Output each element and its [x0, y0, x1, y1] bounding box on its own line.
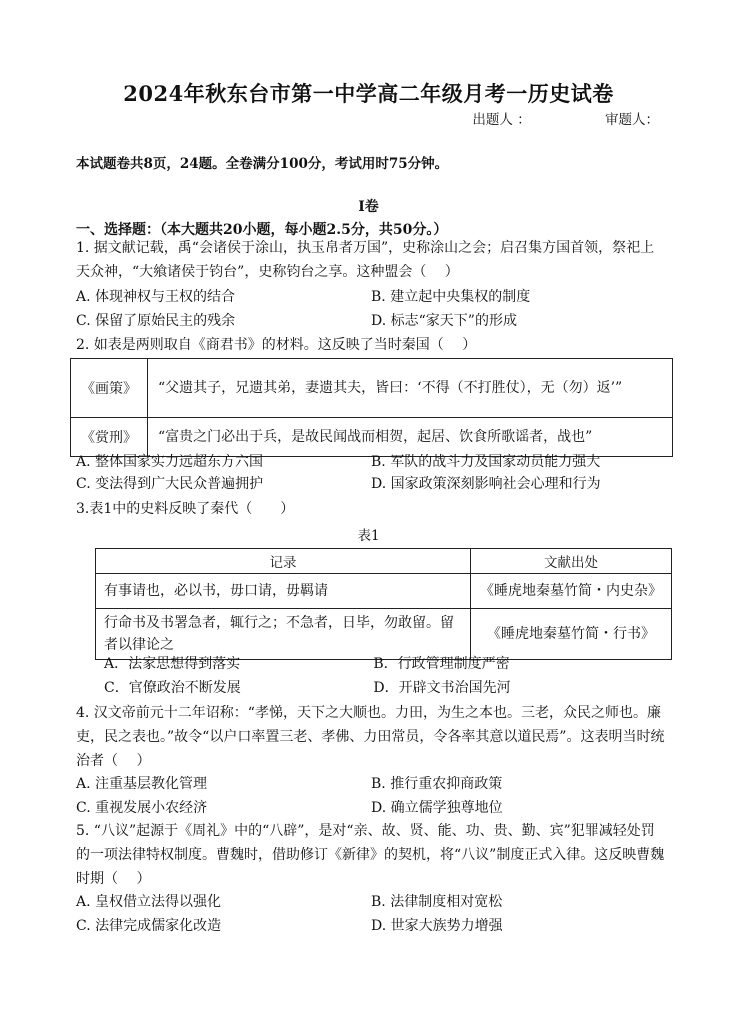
question-2-stem: 2. 如表是两则取自《商君书》的材料。这反映了当时秦国（ ） — [76, 337, 477, 353]
table-header-row — [96, 549, 672, 574]
setter-label: 出题人 ： — [472, 112, 531, 128]
exam-title: 2024年秋东台市第一中学高二年级月考一历史试卷 — [123, 81, 614, 106]
option-c[interactable]: C. 法律完成儒家化改造 — [76, 918, 222, 934]
volume-heading: I卷 — [358, 199, 379, 215]
option-a[interactable]: A．法家思想得到落实 — [104, 656, 241, 672]
option-c[interactable]: C．官僚政治不断发展 — [104, 680, 241, 696]
table-cell-record: 行命书及书署急者，辄行之；不急者，日毕，勿敢留。留者以律论之 — [96, 609, 471, 660]
option-d[interactable]: D. 世家大族势力增强 — [371, 918, 503, 934]
table-cell-text: “父遗其子，兄遗其弟，妻遗其夫，皆曰：‘不得（不打胜仗），无（勿）返’” — [148, 359, 673, 418]
question-2-table — [70, 358, 673, 457]
column-header-source: 文献出处 — [471, 549, 672, 574]
question-3-options — [76, 652, 666, 700]
table-cell-label: 《赏刑》 — [71, 418, 148, 457]
option-a[interactable]: A. 体现神权与王权的结合 — [76, 289, 236, 305]
table-caption: 表1 — [357, 528, 380, 544]
question-4-options — [76, 772, 666, 820]
option-d[interactable]: D．开辟文书治国先河 — [373, 680, 511, 696]
section-heading: 一、选择题：（本大题共20小题，每小题2.5分，共50分。） — [76, 222, 448, 238]
table-row — [71, 359, 673, 418]
option-d[interactable]: D. 标志“家天下”的形成 — [371, 313, 517, 329]
question-3-stem: 3.表1中的史料反映了秦代（ ） — [76, 501, 295, 517]
question-5-options — [76, 890, 666, 938]
option-a[interactable]: A. 整体国家实力远超东方六国 — [76, 454, 264, 470]
table-cell-source: 《睡虎地秦墓竹简・行书》 — [471, 609, 672, 660]
option-d[interactable]: D. 确立儒学独尊地位 — [371, 800, 503, 816]
option-b[interactable]: B. 推行重农抑商政策 — [371, 776, 503, 792]
table-row — [96, 574, 672, 609]
table-cell-label: 《画策》 — [71, 359, 148, 418]
option-c[interactable]: C. 保留了原始民主的残余 — [76, 313, 236, 329]
option-b[interactable]: B. 建立起中央集权的制度 — [371, 289, 531, 305]
option-b[interactable]: B. 军队的战斗力及国家动员能力强大 — [371, 454, 601, 470]
table-cell-text: “富贵之门必出于兵，是故民闻战而相贺，起居、饮食所歌谣者，战也” — [148, 418, 673, 457]
table-cell-source: 《睡虎地秦墓竹简・内史杂》 — [471, 574, 672, 609]
question-2-options — [76, 451, 666, 495]
option-b[interactable]: B. 法律制度相对宽松 — [371, 894, 503, 910]
question-4-stem: 4. 汉文帝前元十二年诏称：“孝悌，天下之大顺也。力田，为生之本也。三老，众民之师也。廉吏，民之表也。”故令“以户口率置三老、孝佛、力田常员，令各率其意以道民焉”。这表明当时统治者（ ） — [76, 705, 665, 769]
question-1-options — [76, 285, 666, 333]
question-5-stem: 5. “八议”起源于《周礼》中的“八辟”，是对“亲、故、贤、能、功、贵、勤、宾”犯罪减轻处罚的一项法律特权制度。曹魏时，借助修订《新律》的契机，将“八议”制度正式入律。这反映曹魏时期（ ） — [76, 823, 665, 887]
exam-intro: 本试题卷共8页，24题。全卷满分100分，考试用时75分钟。 — [76, 156, 449, 172]
column-header-record: 记录 — [96, 549, 471, 574]
table-cell-record: 有事请也，必以书，毋口请，毋羁请 — [96, 574, 471, 609]
option-c[interactable]: C. 重视发展小农经济 — [76, 800, 208, 816]
option-b[interactable]: B．行政管理制度严密 — [373, 656, 510, 672]
option-d[interactable]: D. 国家政策深刻影响社会心理和行为 — [371, 476, 601, 492]
option-a[interactable]: A. 皇权借立法得以强化 — [76, 894, 222, 910]
question-3-table — [95, 548, 672, 660]
option-a[interactable]: A. 注重基层教化管理 — [76, 776, 208, 792]
option-c[interactable]: C. 变法得到广大民众普遍拥护 — [76, 476, 264, 492]
question-1-stem: 1. 据文献记载，禹“会诸侯于涂山，执玉帛者万国”，史称涂山之会；启召集方国首领，祭祀上天众神，“大飨诸侯于钧台”，史称钧台之享。这种盟会（ ） — [76, 240, 655, 280]
authors-line — [402, 108, 659, 128]
reviewer-label: 审题人： — [605, 112, 659, 128]
